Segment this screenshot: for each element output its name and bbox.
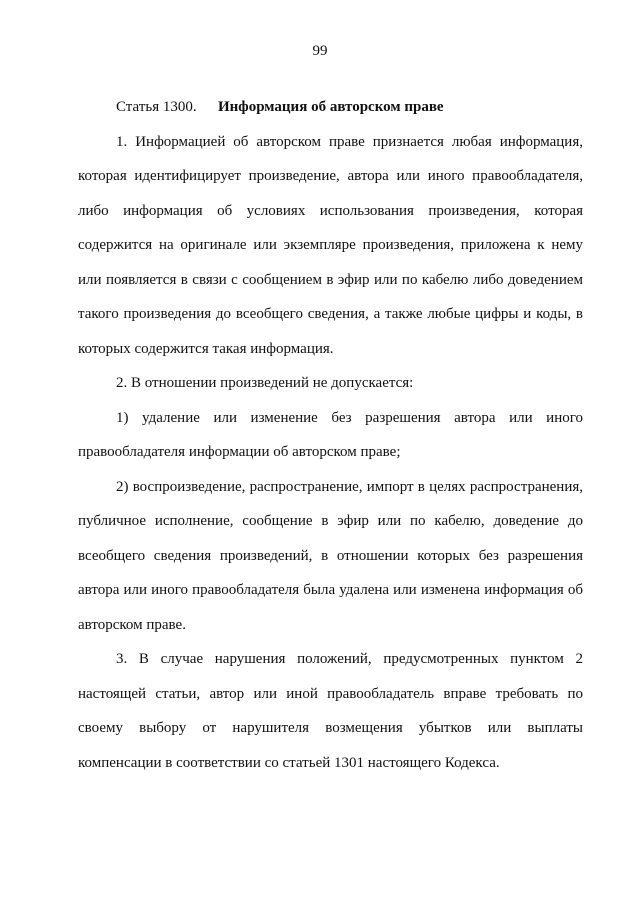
article-body [78,90,583,780]
paragraph-1: 1. Информацией об авторском праве признается любая информация, которая идентифицирует произведение, автора или иного правообладателя, либо информация об условиях использования произведения, которая содержится на оригинале или экземпляре произведения, приложена к нему или появляется в связи с сообщением в эфир или по кабелю либо доведением такого произведения до всеобщего сведения, а также любые цифры и коды, в которых содержится такая информация. [78,133,583,357]
paragraph-2: 2. В отношении произведений не допускается: [116,375,414,391]
subparagraph-1: 1) удаление или изменение без разрешения автора или иного правообладателя информации об авторском праве; [78,409,583,460]
article-title: Информация об авторском праве [218,99,444,115]
article-heading [78,90,583,125]
paragraph-3: 3. В случае нарушения положений, предусмотренных пунктом 2 настоящей статьи, автор или иной правообладатель вправе требовать по своему выбору от нарушителя возмещения убытков или выплаты компенсации в соответствии со статьей 1301 настоящего Кодекса. [78,651,583,771]
subparagraph-2: 2) воспроизведение, распространение, импорт в целях распространения, публичное исполнение, сообщение в эфир или по кабелю, доведение до всеобщего сведения произведений, в отношении которых без разрешения автора или иного правообладателя была удалена или изменена информация об авторском праве. [78,478,583,633]
article-number: Статья 1300. [116,99,197,115]
page-number: 99 [312,43,328,59]
